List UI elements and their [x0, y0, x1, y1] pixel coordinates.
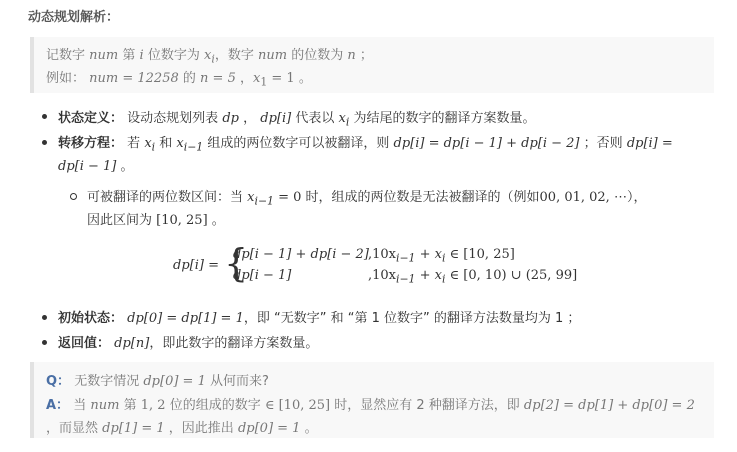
return-value: 返回值： dp[n]，即此数字的翻译方案数量。 — [58, 336, 319, 351]
formula-cond-1: $,10x_{i-1} + x_i$ ∈ [10, 25] — [368, 247, 515, 265]
formula-lhs: dp[i] = — [173, 258, 219, 273]
formula-case-1: dp[i − 1] + dp[i − 2] — [233, 247, 369, 262]
qa-answer: A： 当 num 第 1, 2 位的组成的数字 ∈ [10, 25] 时，显然应有 2 种翻译方法，即 dp[2] = dp[1] + dp[0] = 2 — [46, 398, 695, 413]
transition-equation: 转移方程： 若 $x_i$ 和 $x_{i-1}$ 组成的两位数字可以被翻译，则 dp[i] = dp[i − 1] + dp[i − 2] ；否则 dp[i] = — [58, 136, 673, 154]
formula-case-2: dp[i − 1] — [233, 268, 292, 283]
qa-answer-cont: ，而显然 dp[1] = 1 ，因此推出 dp[0] = 1 。 — [46, 421, 318, 436]
intro-line-1: 记数字 num 第 i 位数字为 $x_i$，数字 num 的位数为 n ； — [46, 48, 373, 66]
bullet-dot — [42, 114, 47, 119]
transition-equation-cont: dp[i − 1] 。 — [58, 159, 134, 174]
qa-question: Q： 无数字情况 dp[0] = 1 从何而来? — [46, 374, 269, 389]
formula-brace: { — [224, 241, 249, 285]
sub-item-interval-cont: 因此区间为 [10, 25] 。 — [87, 213, 225, 228]
state-definition: 状态定义： 设动态规划列表 dp ， dp[i] 代表以 $x_i$ 为结尾的数字的翻译方案数量。 — [58, 111, 536, 129]
intro-line-2: 例如： num = 12258 的 n = 5 ，$x_1 = 1$ 。 — [46, 71, 312, 89]
initial-state: 初始状态： dp[0] = dp[1] = 1，即 “无数字” 和 “第 1 位数字” 的翻译方法数量均为 1 ； — [58, 311, 581, 326]
sub-item-interval: 可被翻译的两位数区间：当 $x_{i-1} = 0$ 时，组成的两位数是无法被翻译的（例如00, 01, 02, ⋯）， — [87, 190, 647, 208]
bullet-dot — [42, 140, 47, 145]
section-title: 动态规划解析： — [28, 10, 120, 25]
bullet-dot — [42, 315, 47, 320]
formula-cond-2: $,10x_{i-1} + x_i$ ∈ [0, 10) ∪ (25, 99] — [368, 268, 578, 286]
bullet-dot — [42, 340, 47, 345]
sub-bullet-circle — [70, 193, 77, 200]
